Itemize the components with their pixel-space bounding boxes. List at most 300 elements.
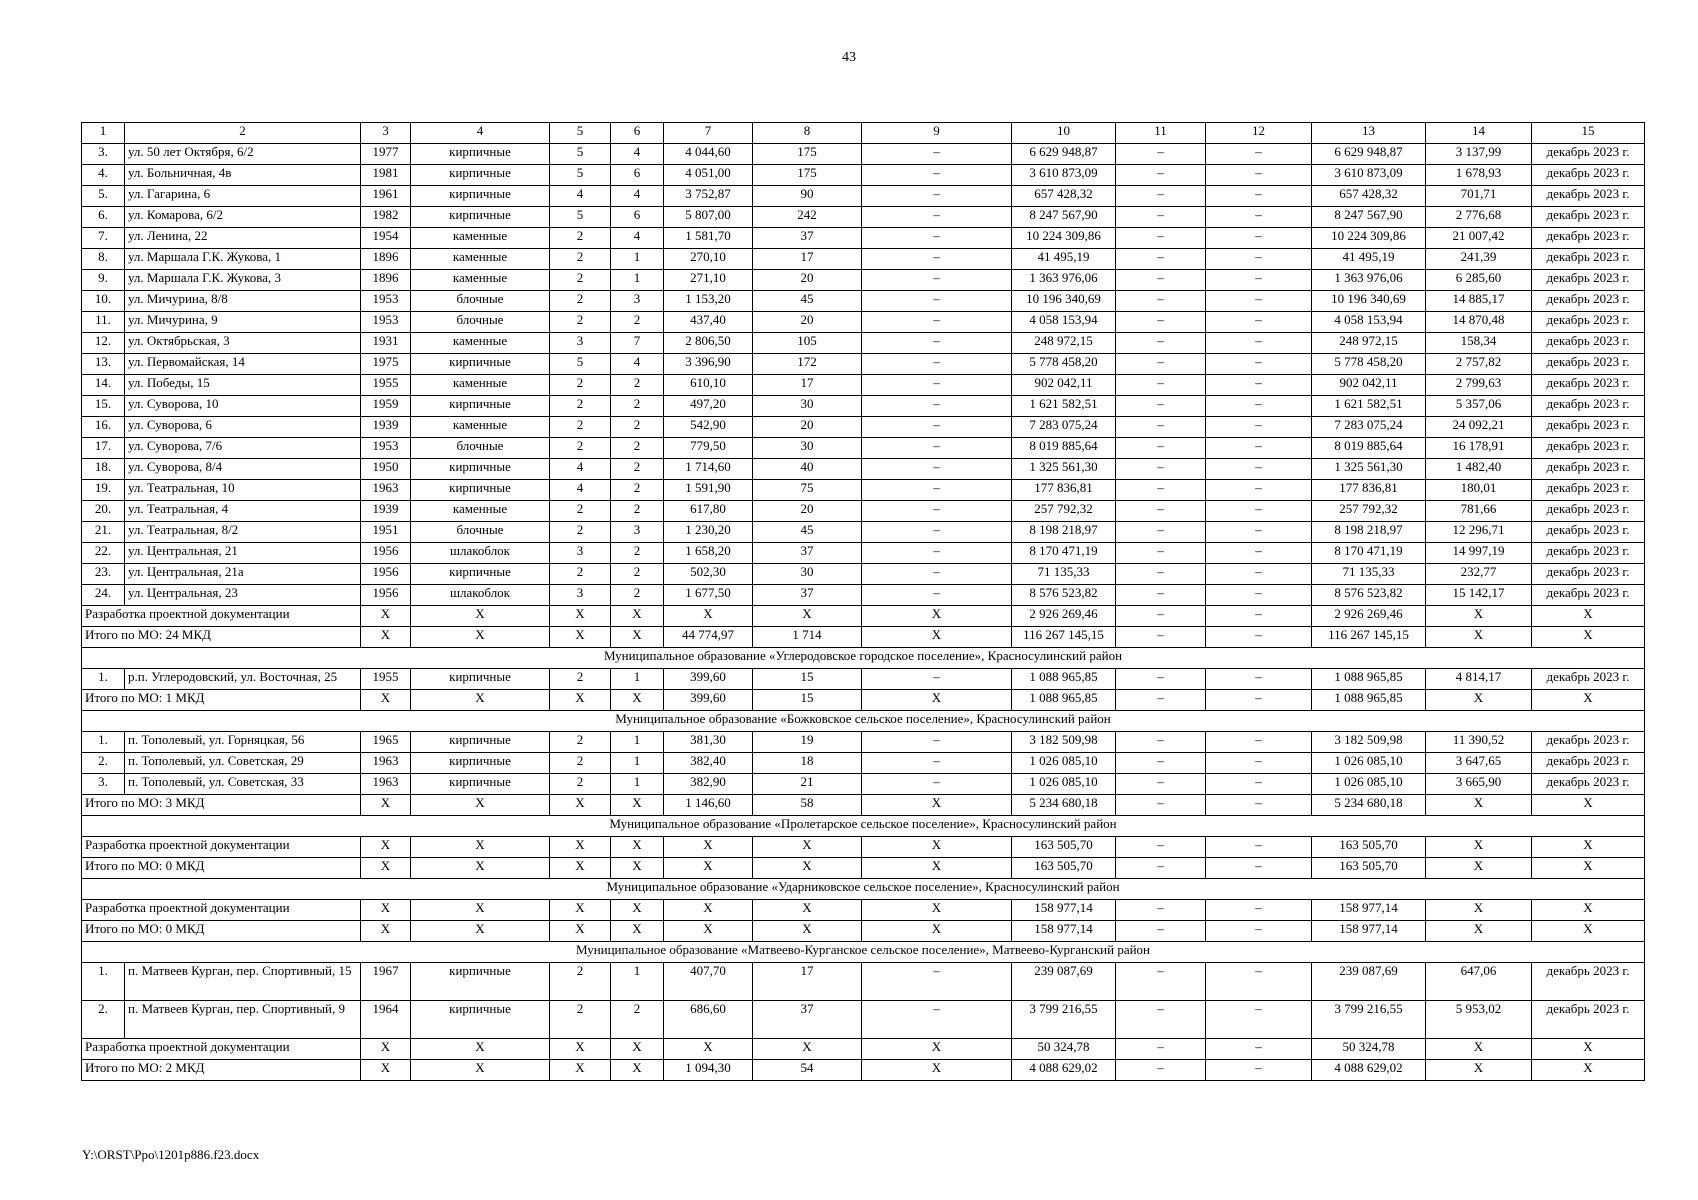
table-cell: 271,10	[664, 270, 753, 291]
address-cell: п. Тополевый, ул. Советская, 29	[125, 753, 361, 774]
table-cell: X	[411, 837, 550, 858]
table-cell: 1	[611, 669, 664, 690]
table-row	[82, 774, 1645, 795]
table-cell: X	[862, 795, 1012, 816]
table-cell: 19	[753, 732, 862, 753]
table-cell: –	[1116, 606, 1206, 627]
table-cell: 5	[550, 165, 611, 186]
table-cell: 8 170 471,19	[1012, 543, 1116, 564]
table-cell: 1959	[361, 396, 411, 417]
table-cell: 45	[753, 522, 862, 543]
table-cell: 4 058 153,94	[1012, 312, 1116, 333]
table-cell: каменные	[411, 501, 550, 522]
table-cell: X	[1426, 1039, 1532, 1060]
table-cell: –	[1116, 333, 1206, 354]
table-cell: 3	[550, 585, 611, 606]
address-cell: п. Матвеев Курган, пер. Спортивный, 15	[125, 963, 361, 1001]
table-row	[82, 333, 1645, 354]
address-cell: ул. Больничная, 4в	[125, 165, 361, 186]
page-number: 43	[842, 50, 856, 65]
table-cell: X	[1532, 921, 1645, 942]
table-cell: 8.	[82, 249, 125, 270]
table-cell: –	[1116, 417, 1206, 438]
table-cell: 2	[550, 438, 611, 459]
table-cell: 1 714,60	[664, 459, 753, 480]
table-row	[82, 396, 1645, 417]
table-cell: 1.	[82, 963, 125, 1001]
table-cell: 1953	[361, 291, 411, 312]
table-cell: 4 058 153,94	[1312, 312, 1426, 333]
table-cell: X	[862, 606, 1012, 627]
table-cell: 1 088 965,85	[1312, 669, 1426, 690]
table-cell: X	[1426, 1060, 1532, 1081]
table-cell: 6	[611, 165, 664, 186]
table-cell: 3 396,90	[664, 354, 753, 375]
table-cell: –	[862, 774, 1012, 795]
table-cell: 3	[611, 291, 664, 312]
table-cell: –	[1116, 522, 1206, 543]
table-cell: 1.	[82, 732, 125, 753]
table-cell: 239 087,69	[1012, 963, 1116, 1001]
table-cell: 1 088 965,85	[1012, 669, 1116, 690]
table-cell: 158 977,14	[1312, 921, 1426, 942]
table-cell: 30	[753, 438, 862, 459]
table-cell: X	[361, 690, 411, 711]
table-cell: 5 234 680,18	[1012, 795, 1116, 816]
table-cell: декабрь 2023 г.	[1532, 249, 1645, 270]
table-cell: 2	[550, 963, 611, 1001]
table-cell: 5	[550, 354, 611, 375]
table-cell: 382,40	[664, 753, 753, 774]
table-cell: 10 196 340,69	[1312, 291, 1426, 312]
table-cell: 3 182 509,98	[1312, 732, 1426, 753]
table-cell: 241,39	[1426, 249, 1532, 270]
table-cell: 257 792,32	[1012, 501, 1116, 522]
table-row	[82, 249, 1645, 270]
table-cell: X	[753, 1039, 862, 1060]
table-cell: –	[1206, 228, 1312, 249]
table-cell: –	[1116, 480, 1206, 501]
table-cell: 1956	[361, 543, 411, 564]
table-cell: 1 153,20	[664, 291, 753, 312]
address-cell: ул. Победы, 15	[125, 375, 361, 396]
table-cell: –	[862, 354, 1012, 375]
table-cell: 1967	[361, 963, 411, 1001]
table-cell: –	[862, 312, 1012, 333]
table-cell: –	[1206, 375, 1312, 396]
table-cell: 1955	[361, 669, 411, 690]
table-cell: 1 146,60	[664, 795, 753, 816]
table-cell: 1961	[361, 186, 411, 207]
table-cell: –	[862, 585, 1012, 606]
table-cell: 3 182 509,98	[1012, 732, 1116, 753]
table-row	[82, 228, 1645, 249]
table-cell: 19.	[82, 480, 125, 501]
table-cell: 248 972,15	[1012, 333, 1116, 354]
table-cell: –	[862, 669, 1012, 690]
table-cell: 5 953,02	[1426, 1001, 1532, 1039]
table-cell: X	[1426, 921, 1532, 942]
table-cell: 610,10	[664, 375, 753, 396]
table-cell: кирпичные	[411, 459, 550, 480]
table-cell: 407,70	[664, 963, 753, 1001]
table-cell: 4 088 629,02	[1312, 1060, 1426, 1081]
table-cell: 657 428,32	[1012, 186, 1116, 207]
table-cell: X	[411, 921, 550, 942]
table-cell: 12 296,71	[1426, 522, 1532, 543]
table-cell: кирпичные	[411, 186, 550, 207]
table-cell: 902 042,11	[1012, 375, 1116, 396]
table-cell: –	[1116, 186, 1206, 207]
table-cell: декабрь 2023 г.	[1532, 459, 1645, 480]
table-cell: 399,60	[664, 669, 753, 690]
table-cell: –	[1206, 438, 1312, 459]
table-cell: кирпичные	[411, 165, 550, 186]
summary-label: Итого по МО: 0 МКД	[82, 858, 361, 879]
table-cell: –	[1116, 144, 1206, 165]
table-cell: 15	[753, 669, 862, 690]
table-cell: 1977	[361, 144, 411, 165]
column-number-header: 3	[361, 123, 411, 144]
table-cell: X	[550, 837, 611, 858]
table-cell: X	[611, 627, 664, 648]
summary-row	[82, 900, 1645, 921]
table-cell: 10 224 309,86	[1012, 228, 1116, 249]
table-cell: X	[1426, 837, 1532, 858]
table-cell: –	[1206, 795, 1312, 816]
table-cell: X	[361, 837, 411, 858]
column-number-header: 5	[550, 123, 611, 144]
table-cell: X	[611, 690, 664, 711]
table-cell: декабрь 2023 г.	[1532, 543, 1645, 564]
table-cell: 21.	[82, 522, 125, 543]
table-cell: 381,30	[664, 732, 753, 753]
table-cell: декабрь 2023 г.	[1532, 312, 1645, 333]
table-cell: –	[1206, 501, 1312, 522]
section-header-row	[82, 816, 1645, 837]
table-cell: 2	[550, 774, 611, 795]
table-cell: 11.	[82, 312, 125, 333]
table-cell: –	[862, 543, 1012, 564]
table-cell: кирпичные	[411, 207, 550, 228]
address-cell: ул. Театральная, 10	[125, 480, 361, 501]
table-cell: –	[862, 207, 1012, 228]
table-cell: 23.	[82, 564, 125, 585]
table-cell: 2	[611, 480, 664, 501]
table-cell: X	[1532, 690, 1645, 711]
table-cell: –	[862, 165, 1012, 186]
table-cell: X	[361, 627, 411, 648]
table-cell: 1896	[361, 249, 411, 270]
table-cell: –	[862, 459, 1012, 480]
summary-row	[82, 1039, 1645, 1060]
table-cell: –	[1206, 207, 1312, 228]
table-cell: 1896	[361, 270, 411, 291]
table-cell: 1939	[361, 501, 411, 522]
table-cell: –	[862, 375, 1012, 396]
table-cell: –	[1206, 396, 1312, 417]
table-row	[82, 459, 1645, 480]
summary-label: Итого по МО: 0 МКД	[82, 921, 361, 942]
table-cell: X	[411, 606, 550, 627]
table-row	[82, 501, 1645, 522]
table-cell: 5.	[82, 186, 125, 207]
table-cell: 902 042,11	[1312, 375, 1426, 396]
table-cell: 1 621 582,51	[1312, 396, 1426, 417]
municipality-heading: Муниципальное образование «Пролетарское сельское поселение», Красносулинский район	[82, 816, 1645, 837]
table-cell: кирпичные	[411, 144, 550, 165]
table-cell: 270,10	[664, 249, 753, 270]
table-cell: 4 088 629,02	[1012, 1060, 1116, 1081]
table-cell: 12.	[82, 333, 125, 354]
table-cell: 1975	[361, 354, 411, 375]
column-number-header: 2	[125, 123, 361, 144]
table-cell: 9.	[82, 270, 125, 291]
table-cell: 37	[753, 543, 862, 564]
section-header-row	[82, 711, 1645, 732]
table-cell: декабрь 2023 г.	[1532, 396, 1645, 417]
address-cell: р.п. Углеродовский, ул. Восточная, 25	[125, 669, 361, 690]
table-row	[82, 270, 1645, 291]
table-cell: кирпичные	[411, 753, 550, 774]
address-cell: ул. 50 лет Октября, 6/2	[125, 144, 361, 165]
table-cell: 1 325 561,30	[1012, 459, 1116, 480]
table-cell: 542,90	[664, 417, 753, 438]
table-cell: 2	[550, 249, 611, 270]
table-cell: 2	[611, 312, 664, 333]
table-cell: 1 621 582,51	[1012, 396, 1116, 417]
table-cell: 1965	[361, 732, 411, 753]
table-cell: 2	[550, 270, 611, 291]
table-cell: 14.	[82, 375, 125, 396]
table-cell: 21 007,42	[1426, 228, 1532, 249]
table-cell: X	[664, 900, 753, 921]
table-cell: 5 778 458,20	[1312, 354, 1426, 375]
table-cell: декабрь 2023 г.	[1532, 186, 1645, 207]
table-cell: 1951	[361, 522, 411, 543]
table-cell: X	[1426, 606, 1532, 627]
column-number-header: 15	[1532, 123, 1645, 144]
table-cell: 2	[550, 501, 611, 522]
table-cell: 163 505,70	[1012, 837, 1116, 858]
table-cell: 8 019 885,64	[1012, 438, 1116, 459]
table-cell: 6 629 948,87	[1312, 144, 1426, 165]
table-cell: 239 087,69	[1312, 963, 1426, 1001]
table-cell: кирпичные	[411, 669, 550, 690]
table-cell: 11 390,52	[1426, 732, 1532, 753]
table-cell: 2	[550, 753, 611, 774]
table-cell: 8 247 567,90	[1312, 207, 1426, 228]
table-row	[82, 291, 1645, 312]
table-cell: –	[1206, 963, 1312, 1001]
table-cell: декабрь 2023 г.	[1532, 669, 1645, 690]
table-cell: 1 325 561,30	[1312, 459, 1426, 480]
table-cell: X	[411, 1060, 550, 1081]
table-cell: –	[1206, 249, 1312, 270]
table-cell: 2	[550, 417, 611, 438]
table-cell: X	[411, 1039, 550, 1060]
table-cell: декабрь 2023 г.	[1532, 144, 1645, 165]
table-cell: 1	[611, 732, 664, 753]
table-cell: –	[1116, 270, 1206, 291]
table-cell: 7 283 075,24	[1312, 417, 1426, 438]
table-cell: –	[1206, 564, 1312, 585]
table-cell: декабрь 2023 г.	[1532, 333, 1645, 354]
table-cell: 2	[611, 459, 664, 480]
table-cell: X	[862, 921, 1012, 942]
table-cell: –	[862, 270, 1012, 291]
summary-label: Разработка проектной документации	[82, 606, 361, 627]
table-cell: X	[1532, 1039, 1645, 1060]
table-cell: 90	[753, 186, 862, 207]
table-row	[82, 144, 1645, 165]
table-cell: –	[1206, 1001, 1312, 1039]
table-cell: –	[1116, 900, 1206, 921]
table-cell: 4 044,60	[664, 144, 753, 165]
table-cell: –	[1116, 627, 1206, 648]
table-cell: 158 977,14	[1012, 921, 1116, 942]
table-cell: –	[1206, 1039, 1312, 1060]
table-cell: 2	[550, 1001, 611, 1039]
table-cell: 158 977,14	[1312, 900, 1426, 921]
table-cell: 58	[753, 795, 862, 816]
table-cell: X	[611, 921, 664, 942]
table-cell: –	[862, 333, 1012, 354]
table-cell: 175	[753, 165, 862, 186]
table-cell: X	[1532, 858, 1645, 879]
table-cell: 502,30	[664, 564, 753, 585]
table-cell: X	[411, 627, 550, 648]
table-cell: 44 774,97	[664, 627, 753, 648]
table-cell: 382,90	[664, 774, 753, 795]
table-cell: –	[862, 753, 1012, 774]
table-cell: 781,66	[1426, 501, 1532, 522]
table-cell: 1	[611, 249, 664, 270]
table-cell: X	[753, 921, 862, 942]
table-cell: кирпичные	[411, 396, 550, 417]
table-cell: 163 505,70	[1012, 858, 1116, 879]
table-cell: –	[862, 417, 1012, 438]
table-cell: 163 505,70	[1312, 837, 1426, 858]
address-cell: ул. Центральная, 21	[125, 543, 361, 564]
table-cell: 2	[550, 669, 611, 690]
table-cell: –	[1206, 1060, 1312, 1081]
table-cell: 4.	[82, 165, 125, 186]
table-cell: –	[1206, 417, 1312, 438]
table-cell: 4	[550, 186, 611, 207]
table-cell: 1950	[361, 459, 411, 480]
table-cell: –	[1116, 501, 1206, 522]
table-cell: 17	[753, 249, 862, 270]
table-cell: 14 885,17	[1426, 291, 1532, 312]
table-cell: 4	[611, 354, 664, 375]
table-cell: –	[1206, 312, 1312, 333]
table-cell: 1954	[361, 228, 411, 249]
table-cell: 158 977,14	[1012, 900, 1116, 921]
table-cell: 41 495,19	[1012, 249, 1116, 270]
table-cell: X	[1426, 690, 1532, 711]
table-cell: 5 807,00	[664, 207, 753, 228]
table-cell: декабрь 2023 г.	[1532, 270, 1645, 291]
municipality-heading: Муниципальное образование «Матвеево-Курганское сельское поселение», Матвеево-Курганский район	[82, 942, 1645, 963]
table-cell: декабрь 2023 г.	[1532, 291, 1645, 312]
table-cell: X	[664, 858, 753, 879]
table-cell: 257 792,32	[1312, 501, 1426, 522]
table-cell: –	[1116, 165, 1206, 186]
table-cell: –	[862, 501, 1012, 522]
table-cell: –	[1116, 669, 1206, 690]
municipality-heading: Муниципальное образование «Углеродовское городское поселение», Красносулинский район	[82, 648, 1645, 669]
table-cell: 437,40	[664, 312, 753, 333]
table-cell: 10 224 309,86	[1312, 228, 1426, 249]
address-cell: ул. Октябрьская, 3	[125, 333, 361, 354]
summary-row	[82, 690, 1645, 711]
table-cell: –	[1116, 564, 1206, 585]
table-cell: кирпичные	[411, 564, 550, 585]
table-cell: –	[1116, 375, 1206, 396]
table-row	[82, 354, 1645, 375]
table-cell: 3 610 873,09	[1312, 165, 1426, 186]
table-cell: 20	[753, 312, 862, 333]
column-number-header: 8	[753, 123, 862, 144]
table-cell: X	[1532, 795, 1645, 816]
table-cell: –	[1116, 396, 1206, 417]
summary-row	[82, 837, 1645, 858]
table-cell: декабрь 2023 г.	[1532, 417, 1645, 438]
table-cell: –	[1206, 837, 1312, 858]
table-cell: кирпичные	[411, 354, 550, 375]
table-cell: декабрь 2023 г.	[1532, 774, 1645, 795]
table-cell: 15	[753, 690, 862, 711]
section-header-row	[82, 648, 1645, 669]
table-cell: –	[1206, 774, 1312, 795]
table-cell: –	[1206, 669, 1312, 690]
table-cell: X	[1532, 627, 1645, 648]
table-cell: X	[753, 858, 862, 879]
table-cell: –	[1206, 753, 1312, 774]
column-number-header: 4	[411, 123, 550, 144]
table-cell: 1 088 965,85	[1012, 690, 1116, 711]
table-cell: декабрь 2023 г.	[1532, 228, 1645, 249]
summary-label: Итого по МО: 2 МКД	[82, 1060, 361, 1081]
table-cell: X	[550, 858, 611, 879]
table-cell: 4	[611, 228, 664, 249]
column-number-header: 1	[82, 123, 125, 144]
summary-label: Разработка проектной документации	[82, 1039, 361, 1060]
table-cell: –	[1206, 732, 1312, 753]
table-cell: –	[1206, 333, 1312, 354]
table-cell: 163 505,70	[1312, 858, 1426, 879]
table-cell: 232,77	[1426, 564, 1532, 585]
table-cell: 50 324,78	[1012, 1039, 1116, 1060]
table-cell: –	[1116, 1060, 1206, 1081]
table-cell: 2	[550, 396, 611, 417]
address-cell: ул. Суворова, 7/6	[125, 438, 361, 459]
table-cell: 116 267 145,15	[1312, 627, 1426, 648]
table-row	[82, 480, 1645, 501]
summary-label: Итого по МО: 3 МКД	[82, 795, 361, 816]
table-cell: –	[1116, 249, 1206, 270]
column-number-header: 6	[611, 123, 664, 144]
table-cell: 5 357,06	[1426, 396, 1532, 417]
table-cell: –	[1116, 459, 1206, 480]
table-cell: 22.	[82, 543, 125, 564]
header-row	[82, 123, 1645, 144]
table-cell: блочные	[411, 438, 550, 459]
table-cell: X	[862, 900, 1012, 921]
table-cell: X	[550, 690, 611, 711]
table-cell: 2	[550, 291, 611, 312]
